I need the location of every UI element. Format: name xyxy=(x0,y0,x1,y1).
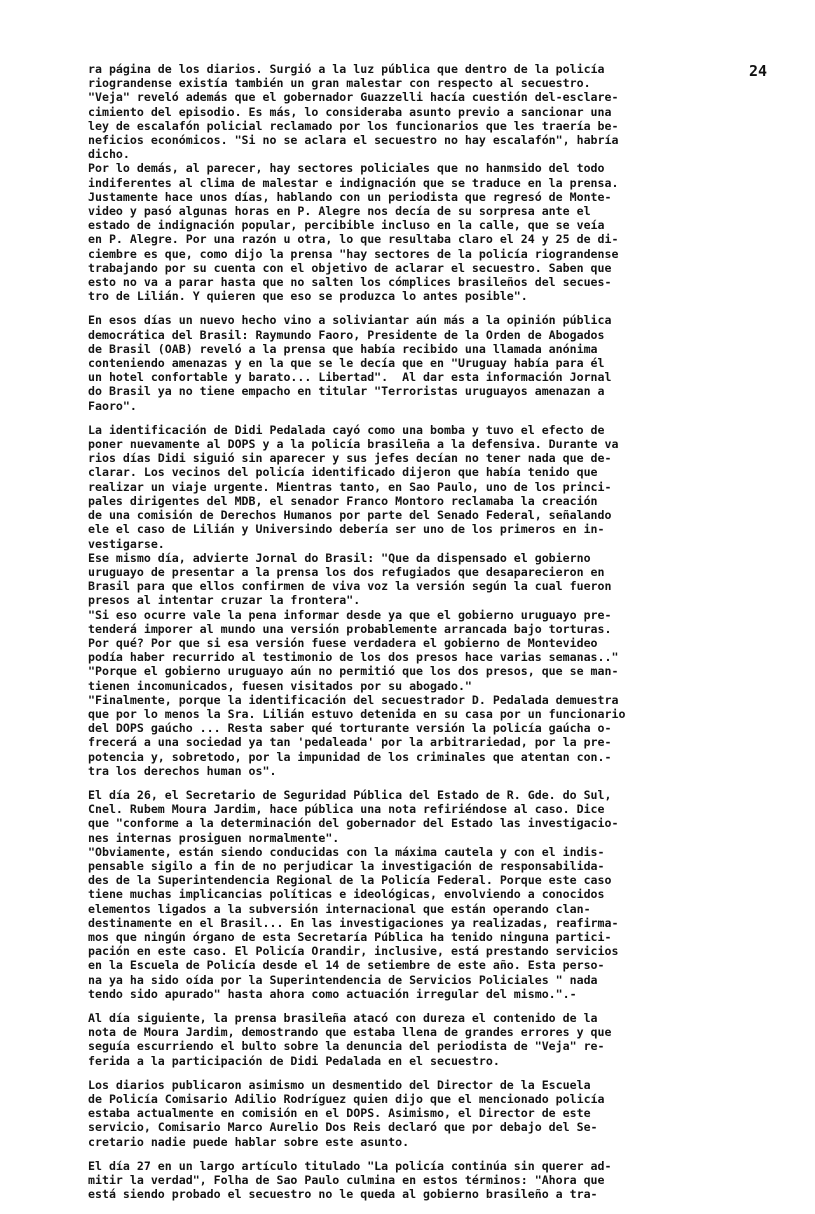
text-line: dicho. xyxy=(88,147,130,162)
text-line: El día 26, el Secretario de Seguridad Pública del Estado de R. Gde. do Sul, xyxy=(88,787,612,802)
paragraph xyxy=(88,788,728,1001)
paragraph xyxy=(88,423,728,778)
text-line: destinamente en el Brasil... En las investigaciones ya realizadas, reafirma- xyxy=(88,915,619,930)
text-line: Justamente hace unos días, hablando con un periodista que regresó de Monte- xyxy=(88,189,612,204)
text-line: tiene muchas implicancias políticas e ideológicas, envolviendo a conocidos xyxy=(88,887,605,902)
text-line: de Policía Comisario Adilio Rodríguez quien dijo que el mencionado policía xyxy=(88,1092,605,1107)
text-line: servicio, Comisario Marco Aurelio Dos Reis declaró que por debajo del Se- xyxy=(88,1120,598,1135)
text-line: do Brasil ya no tiene empacho en titular "Terroristas uruguayos amenazan a xyxy=(88,384,605,399)
text-line: presos al intentar cruzar la frontera". xyxy=(88,593,361,608)
text-line: potencia y, sobretodo, por la impunidad de los criminales que atentan con.- xyxy=(88,749,612,764)
text-line: nes internas prosiguen normalmente". xyxy=(88,830,340,845)
text-line: Los diarios publicaron asimismo un desmentido del Director de la Escuela xyxy=(88,1077,591,1092)
text-line: tienen incomunicados, fuesen visitados por su abogado." xyxy=(88,678,472,693)
text-line: rios días Didi siguió sin aparecer y sus jefes decían no tener nada que de- xyxy=(88,451,612,466)
text-line: neficios económicos. "Si no se aclara el secuestro no hay escalafón", habría xyxy=(88,133,619,148)
text-line: en la Escuela de Policía desde el 14 de setiembre de este año. Esta perso- xyxy=(88,958,605,973)
text-line: de una comisión de Derechos Humanos por parte del Senado Federal, señalando xyxy=(88,508,612,523)
text-line: estado de indignación popular, percibible incluso en la calle, que se veía xyxy=(88,218,605,233)
text-line: mitir la verdad", Folha de Sao Paulo culmina en estos términos: "Ahora que xyxy=(88,1173,605,1188)
text-line: uruguayo de presentar a la prensa los dos refugiados que desaparecieron en xyxy=(88,564,605,579)
text-line: realizar un viaje urgente. Mientras tanto, en Sao Paulo, uno de los princi- xyxy=(88,479,612,494)
text-line: cretario nadie puede hablar sobre este asunto. xyxy=(88,1134,410,1149)
text-line: que "conforme a la determinación del gobernador del Estado las investigacio- xyxy=(88,816,619,831)
text-line: Al día siguiente, la prensa brasileña atacó con dureza el contenido de la xyxy=(88,1011,598,1025)
text-line: en P. Alegre. Por una razón u otra, lo que resultaba claro el 24 y 25 de di- xyxy=(88,232,619,247)
paragraph xyxy=(88,1159,728,1202)
text-line: clarar. Los vecinos del policía identificado dijeron que había tenido que xyxy=(88,465,598,480)
text-line: Cnel. Rubem Moura Jardim, hace pública una nota refiriéndose al caso. Dice xyxy=(88,802,605,817)
text-line: "Obviamente, están siendo conducidas con la máxima cautela y con el indis- xyxy=(88,844,605,859)
paragraph xyxy=(88,313,728,412)
text-line: pales dirigentes del MDB, el senador Franco Montoro reclamaba la creación xyxy=(88,493,598,508)
text-line: está siendo probado el secuestro no le queda al gobierno brasileño a tra- xyxy=(88,1187,598,1202)
text-line: Por qué? Por que si esa versión fuese verdadera el gobierno de Montevideo xyxy=(88,635,598,650)
text-line: poner nuevamente al DOPS y a la policía brasileña a la defensiva. Durante va xyxy=(88,437,619,452)
text-line: ele el caso de Lilián y Universindo debería ser uno de los primeros en in- xyxy=(88,522,605,537)
text-line: des de la Superintendencia Regional de la Policía Federal. Porque este caso xyxy=(88,873,612,888)
text-line: pación en este caso. El Policía Orandir, inclusive, está prestando servicios xyxy=(88,944,619,959)
text-line: conteniendo amenazas y en la que se le decía que en "Uruguay había para él xyxy=(88,356,605,371)
text-line: "Porque el gobierno uruguayo aún no permitió que los dos presos, que se man- xyxy=(88,664,619,679)
text-line: na ya ha sido oída por la Superintendencia de Servicios Policiales " nada xyxy=(88,972,598,987)
text-line: tendo sido apurado" hasta ahora como actuación irregular del mismo.".- xyxy=(88,986,577,1001)
text-line: "Veja" reveló además que el gobernador Guazzelli hacía cuestión del-esclare- xyxy=(88,90,619,105)
page-number: 24 xyxy=(749,62,768,80)
text-line: podía haber recurrido al testimonio de los dos presos hace varias semanas.." xyxy=(88,650,619,665)
text-line: esto no va a parar hasta que no salten los cómplices brasileños del secues- xyxy=(88,275,612,290)
text-line: vestigarse. xyxy=(88,536,165,551)
text-line: pensable sigilo a fin de no perjudicar la investigación de responsabilida- xyxy=(88,858,605,873)
text-line: indiferentes al clima de malestar e indignación que se traduce en la prensa. xyxy=(88,175,619,190)
text-line: que por lo menos la Sra. Lilián estuvo detenida en su casa por un funcionario xyxy=(88,706,626,721)
text-line: mos que ningún órgano de esta Secretaría Pública ha tenido ninguna partici- xyxy=(88,929,612,944)
text-line: Por lo demás, al parecer, hay sectores policiales que no hanmsido del todo xyxy=(88,161,605,176)
text-line: riograndense existía también un gran malestar con respecto al secuestro. xyxy=(88,76,591,91)
text-line: Ese mismo día, advierte Jornal do Brasil: "Que da dispensado el gobierno xyxy=(88,550,591,565)
text-line: cimiento del episodio. Es más, lo consideraba asunto previo a sancionar una xyxy=(88,104,612,119)
paragraph xyxy=(88,62,728,303)
text-line: ciembre es que, como dijo la prensa "hay sectores de la policía riograndense xyxy=(88,246,619,261)
paragraph xyxy=(88,1011,728,1068)
text-line: video y pasó algunas horas en P. Alegre nos decía de su sorpresa ante el xyxy=(88,204,591,219)
text-line: Brasil para que ellos confirmen de viva voz la versión según la cual fueron xyxy=(88,579,612,594)
text-line: democrática del Brasil: Raymundo Faoro, Presidente de la Orden de Abogados xyxy=(88,327,605,342)
text-line: trabajando por su cuenta con el objetivo de aclarar el secuestro. Saben que xyxy=(88,260,612,275)
text-line: Faoro". xyxy=(88,398,137,413)
text-line: elementos ligados a la subversión internacional que están operando clan- xyxy=(88,901,591,916)
text-line: En esos días un nuevo hecho vino a soliviantar aún más a la opinión pública xyxy=(88,313,612,328)
text-line: tro de Lilián. Y quieren que eso se produzca lo antes posible". xyxy=(88,289,528,304)
text-line: ra página de los diarios. Surgió a la luz pública que dentro de la policía xyxy=(88,62,605,76)
text-line: El día 27 en un largo artículo titulado "La policía continúa sin querer ad- xyxy=(88,1158,612,1173)
text-line: estaba actualmente en comisión en el DOPS. Asimismo, el Director de este xyxy=(88,1106,591,1121)
text-line: tenderá imporer al mundo una versión probablemente arrancada bajo torturas. xyxy=(88,621,612,636)
text-line: frecerá a una sociedad ya tan 'pedaleada' por la arbitrariedad, por la pre- xyxy=(88,735,612,750)
text-line: de Brasil (OAB) reveló a la prensa que había recibido una llamada anónima xyxy=(88,341,598,356)
text-line: ferida a la participación de Didi Pedalada en el secuestro. xyxy=(88,1053,500,1068)
text-line: un hotel confortable y barato... Libertad". Al dar esta información Jornal xyxy=(88,370,612,385)
text-line: ley de escalafón policial reclamado por los funcionarios que les traería be- xyxy=(88,118,619,133)
text-line: "Finalmente, porque la identificación del secuestrador D. Pedalada demuestra xyxy=(88,692,619,707)
text-line: nota de Moura Jardim, demostrando que estaba llena de grandes errores y que xyxy=(88,1025,612,1040)
text-line: del DOPS gaúcho ... Resta saber qué torturante versión la policía gaúcha o- xyxy=(88,721,612,736)
text-line: "Si eso ocurre vale la pena informar desde ya que el gobierno uruguayo pre- xyxy=(88,607,612,622)
text-line: La identificación de Didi Pedalada cayó como una bomba y tuvo el efecto de xyxy=(88,422,605,437)
document-body xyxy=(88,62,728,1211)
text-line: seguía escurriendo el bulto sobre la denuncia del periodista de "Veja" re- xyxy=(88,1039,605,1054)
text-line: tra los derechos human os". xyxy=(88,763,277,778)
paragraph xyxy=(88,1078,728,1149)
